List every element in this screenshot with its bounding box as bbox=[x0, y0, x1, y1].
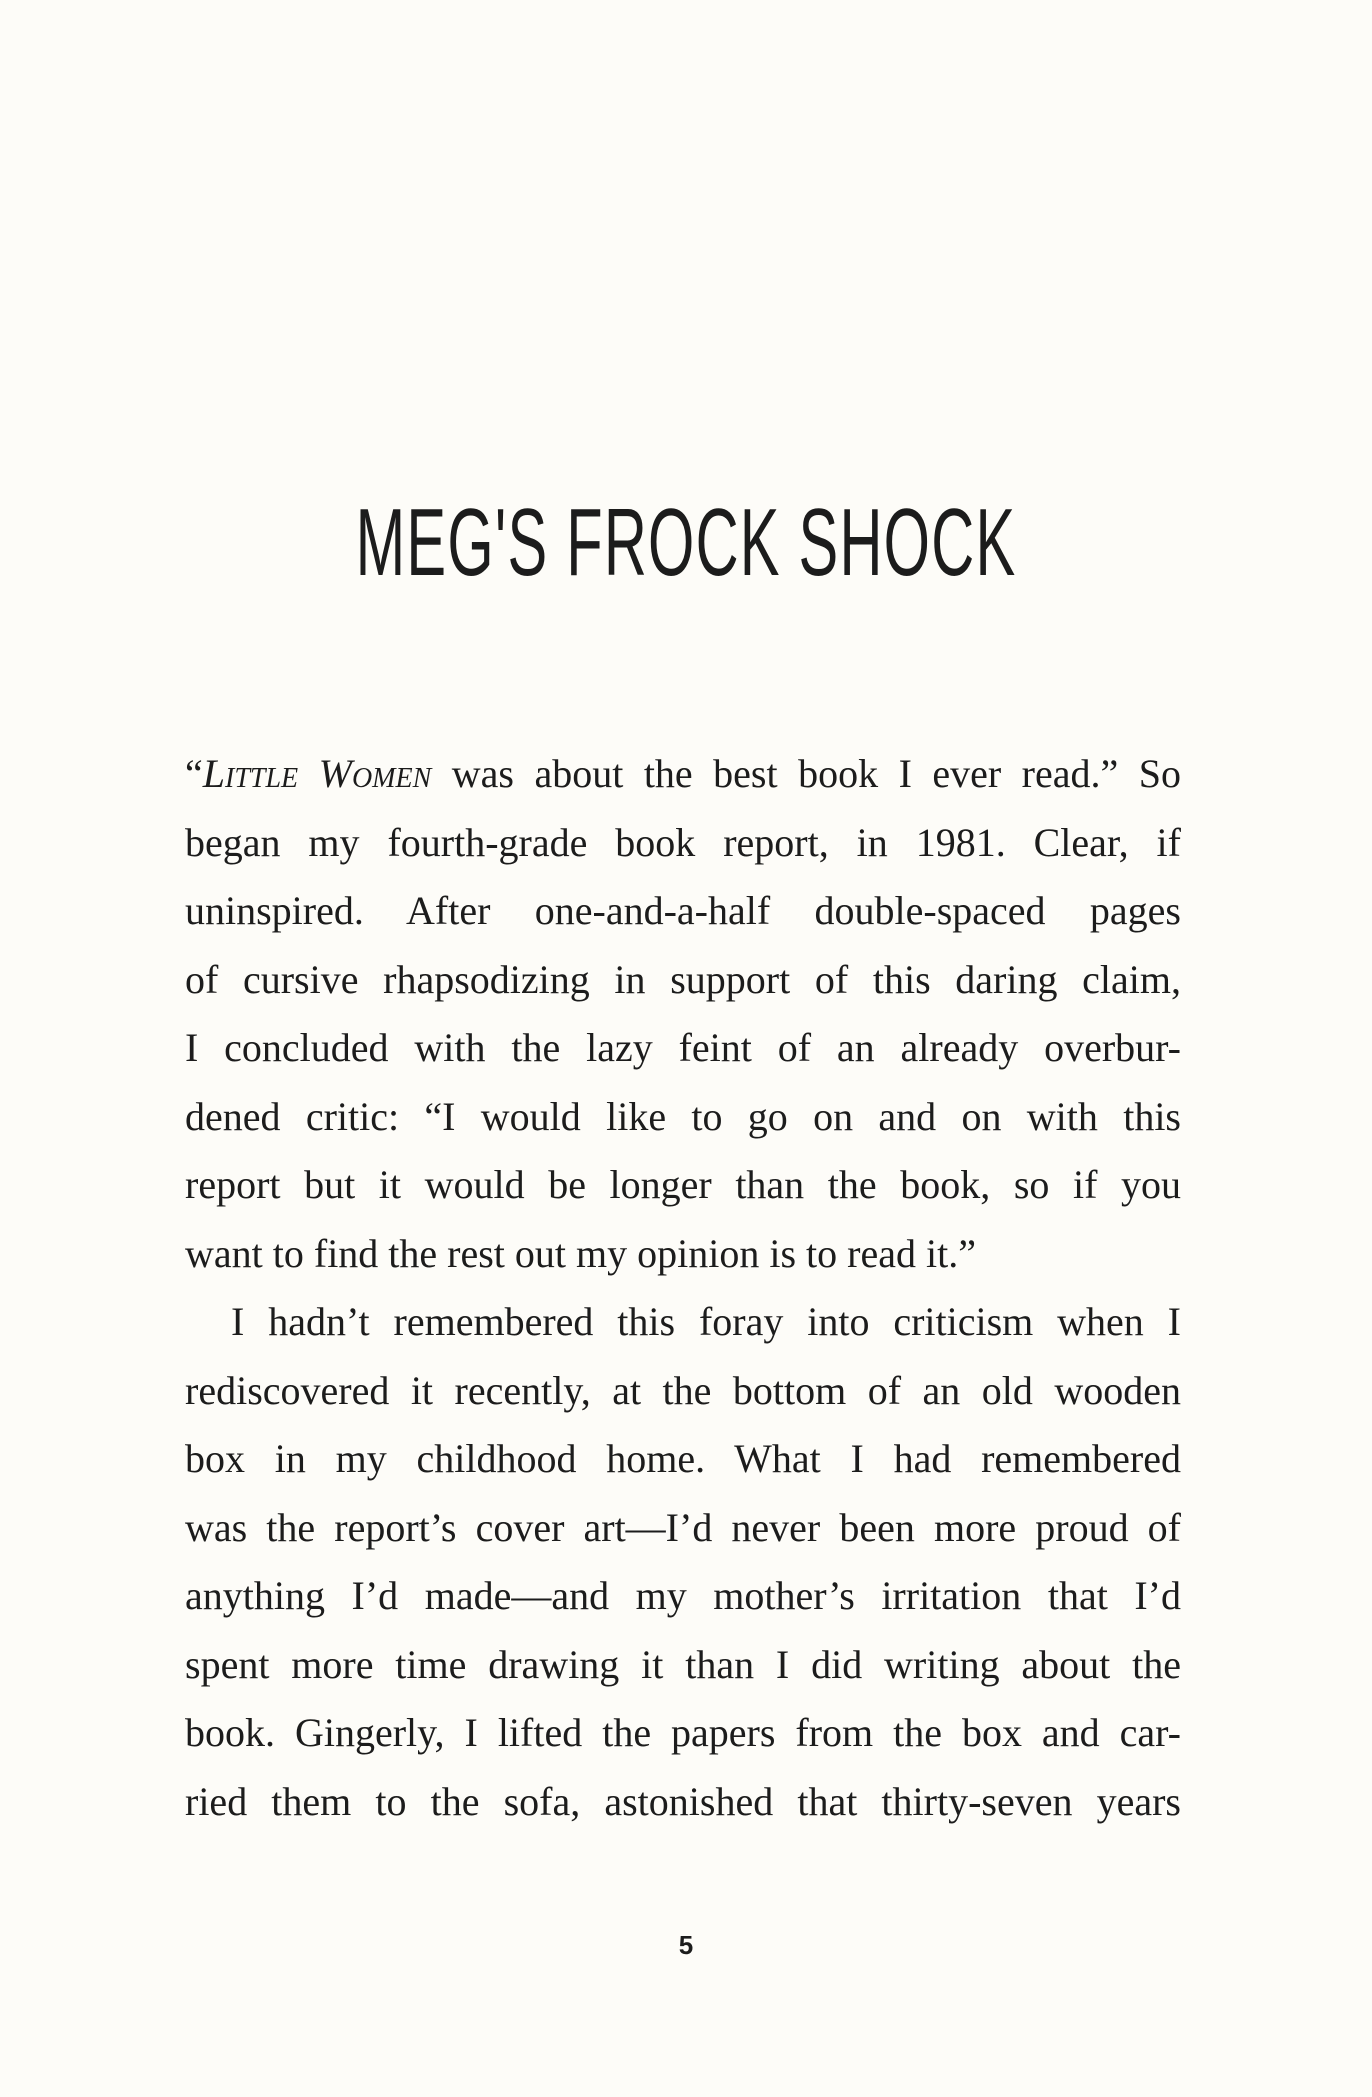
chapter-title: MEG'S FROCK SHOCK bbox=[355, 489, 1017, 596]
page-number: 5 bbox=[678, 1930, 694, 1960]
text-line: uninspired. After one-and-a-half double-spaced pages bbox=[185, 888, 1181, 933]
open-quote: “ bbox=[185, 751, 203, 796]
text-line: I concluded with the lazy feint of an already overbur- bbox=[185, 1025, 1181, 1070]
body-text bbox=[185, 740, 1181, 1836]
text-line: of cursive rhapsodizing in support of this daring claim, bbox=[185, 956, 1181, 1002]
text-line: rediscovered it recently, at the bottom of an old wooden bbox=[185, 1367, 1181, 1413]
text-line: was the report’s cover art—I’d never been more proud of bbox=[185, 1504, 1181, 1550]
book-title-smallcaps: Little Women bbox=[202, 751, 432, 796]
text-line: began my fourth-grade book report, in 1981. Clear, if bbox=[185, 819, 1181, 865]
text-line: anything I’d made—and my mother’s irritation that I’d bbox=[185, 1573, 1181, 1618]
text-line: want to find the rest out my opinion is to read it.” bbox=[185, 1230, 976, 1276]
line-text: was about the best book I ever read.” So bbox=[431, 751, 1181, 796]
text-line: book. Gingerly, I lifted the papers from the box and car- bbox=[185, 1710, 1181, 1755]
text-line: ried them to the sofa, astonished that thirty-seven years bbox=[185, 1778, 1181, 1824]
text-line: spent more time drawing it than I did writing about the bbox=[185, 1641, 1181, 1687]
text-line: box in my childhood home. What I had remembered bbox=[185, 1436, 1181, 1481]
text-line bbox=[185, 740, 1181, 809]
text-line: report but it would be longer than the book, so if you bbox=[185, 1162, 1181, 1207]
text-line: dened critic: “I would like to go on and on with this bbox=[185, 1093, 1181, 1139]
text-line: I hadn’t remembered this foray into criticism when I bbox=[231, 1299, 1181, 1344]
